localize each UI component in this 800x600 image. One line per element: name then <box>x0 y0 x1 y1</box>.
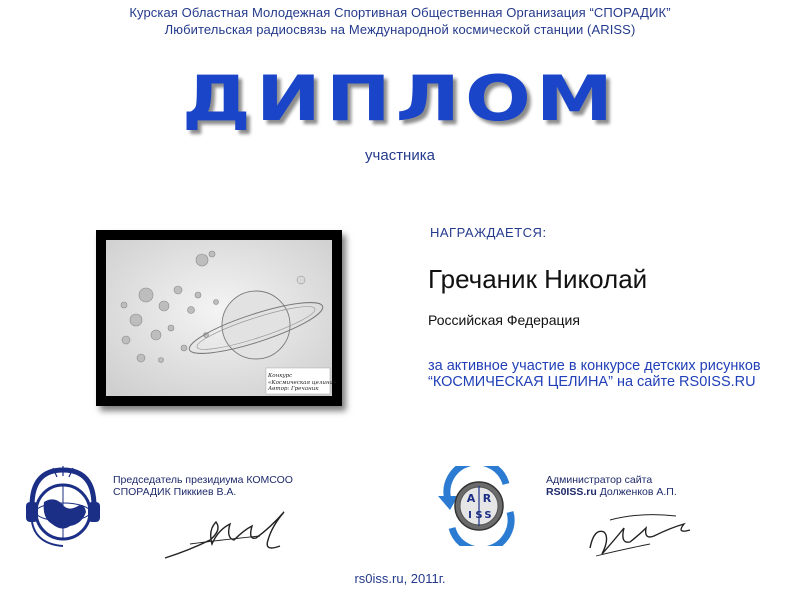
caption-line-3: Автор: Гречаник <box>268 386 319 392</box>
left-signature-icon <box>160 500 310 570</box>
caption-line-2: «Космическая целина» <box>268 379 337 386</box>
header-line-1: Курская Областная Молодежная Спортивная Общественная Организация “СПОРАДИК” <box>129 5 671 20</box>
award-reason: за активное участие в конкурсе детских рисунков “КОСМИЧЕСКАЯ ЦЕЛИНА” на сайте RS0ISS.RU <box>428 358 761 390</box>
ariss-letter-i: I <box>468 510 472 521</box>
ariss-letter-r: R <box>482 492 492 505</box>
sporadik-globe-headphones-icon <box>22 462 104 552</box>
left-signatory <box>113 474 393 498</box>
right-signatory-line-1: Администратор сайта <box>546 474 653 486</box>
right-signatory-name: Долженков А.П. <box>596 486 677 498</box>
recipient-name: Гречаник Николай <box>428 264 648 294</box>
right-signatory <box>546 474 786 498</box>
drawing-caption <box>268 373 336 393</box>
ariss-letter-s1: S <box>475 510 483 521</box>
diploma-subtitle: участника <box>365 147 435 164</box>
awarded-label: НАГРАЖДАЕТСЯ: <box>430 225 547 240</box>
right-signature-icon <box>580 498 710 568</box>
diploma-title: ДИПЛОМ <box>181 62 619 135</box>
right-signatory-site: RS0ISS.ru <box>546 486 597 498</box>
left-signatory-line-2: СПОРАДИК Пиккиев В.А. <box>113 486 237 498</box>
ariss-letter-a: A <box>466 492 476 505</box>
ariss-letter-s2: S <box>484 510 492 521</box>
right-signatory-line-2 <box>546 486 786 498</box>
ariss-logo-icon <box>430 466 528 546</box>
caption-line-1: Конкурс <box>268 373 293 379</box>
footer-site-year: rs0iss.ru, 2011г. <box>354 571 446 586</box>
header-line-2: Любительская радиосвязь на Международной космической станции (ARISS) <box>164 22 636 37</box>
recipient-country: Российская Федерация <box>428 312 580 328</box>
left-signatory-line-1: Председатель президиума КОМСОО <box>113 474 293 486</box>
